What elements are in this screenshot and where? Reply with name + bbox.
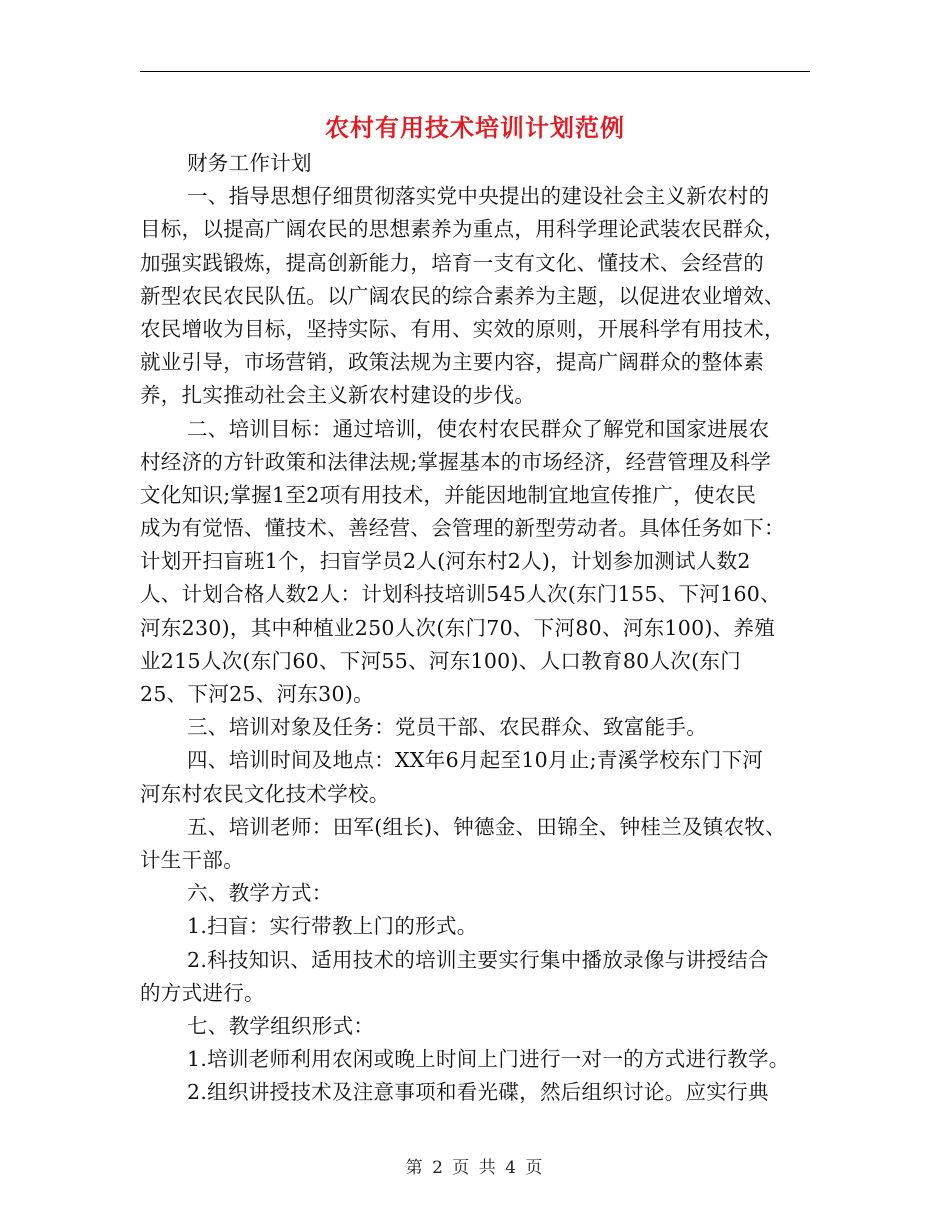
text-line: 计生干部。 bbox=[140, 847, 244, 872]
header-rule bbox=[140, 71, 810, 72]
text-line: 河东230)，其中种植业250人次(东门70、下河80、河东100)、养殖 bbox=[140, 615, 776, 640]
text-line: 的方式进行。 bbox=[140, 980, 265, 1005]
text-line: 七、教学组织形式： bbox=[187, 1013, 375, 1038]
text-line: 河东村农民文化技术学校。 bbox=[140, 781, 390, 806]
text-line: 养，扎实推动社会主义新农村建设的步伐。 bbox=[140, 383, 536, 408]
text-line: 财务工作计划 bbox=[187, 151, 312, 175]
text-line: 一、指导思想仔细贯彻落实党中央提出的建设社会主义新农村的 bbox=[187, 184, 770, 209]
text-line: 四、培训时间及地点：XX年6月起至10月止;青溪学校东门下河 bbox=[187, 748, 764, 773]
text-line: 村经济的方针政策和法律法规;掌握基本的市场经济，经营管理及科学 bbox=[140, 449, 772, 474]
text-line: 农民增收为目标，坚持实际、有用、实效的原则，开展科学有用技术， bbox=[140, 316, 785, 341]
text-line: 2.科技知识、适用技术的培训主要实行集中播放录像与讲授结合 bbox=[187, 947, 769, 972]
text-line: 二、培训目标：通过培训，使农村农民群众了解党和国家进展农 bbox=[187, 416, 770, 441]
text-line: 计划开扫盲班1个，扫盲学员2人(河东村2人)，计划参加测试人数2 bbox=[140, 549, 751, 574]
text-line: 业215人次(东门60、下河55、河东100)、人口教育80人次(东门 bbox=[140, 648, 742, 673]
text-line: 新型农民农民队伍。以广阔农民的综合素养为主题，以促进农业增效、 bbox=[140, 283, 785, 308]
text-line: 1.培训老师利用农闲或晚上时间上门进行一对一的方式进行教学。 bbox=[187, 1047, 790, 1072]
document-title: 农村有用技术培训计划范例 bbox=[325, 114, 625, 142]
text-line: 六、教学方式： bbox=[187, 881, 333, 906]
text-line: 25、下河25、河东30)。 bbox=[140, 682, 374, 706]
text-line: 文化知识;掌握1至2项有用技术，并能因地制宜地宣传推广，使农民 bbox=[140, 482, 757, 507]
text-line: 1.扫盲：实行带教上门的形式。 bbox=[187, 914, 478, 939]
text-line: 三、培训对象及任务：党员干部、农民群众、致富能手。 bbox=[187, 715, 707, 740]
text-line: 五、培训老师：田军(组长)、钟德金、田锦全、钟桂兰及镇农牧、 bbox=[187, 814, 786, 839]
text-line: 就业引导，市场营销，政策法规为主要内容，提高广阔群众的整体素 bbox=[140, 350, 764, 375]
document-body bbox=[140, 147, 810, 1109]
text-line: 目标，以提高广阔农民的思想素养为重点，用科学理论武装农民群众， bbox=[140, 217, 785, 242]
text-line: 加强实践锻炼，提高创新能力，培育一支有文化、懂技术、会经营的 bbox=[140, 250, 764, 275]
text-line: 人、计划合格人数2人：计划科技培训545人次(东门155、下河160、 bbox=[140, 582, 781, 607]
text-line: 成为有觉悟、懂技术、善经营、会管理的新型劳动者。具体任务如下： bbox=[140, 516, 785, 541]
text-line: 2.组织讲授技术及注意事项和看光碟，然后组织讨论。应实行典 bbox=[187, 1080, 769, 1105]
page-footer: 第 2 页 共 4 页 bbox=[405, 1158, 545, 1178]
